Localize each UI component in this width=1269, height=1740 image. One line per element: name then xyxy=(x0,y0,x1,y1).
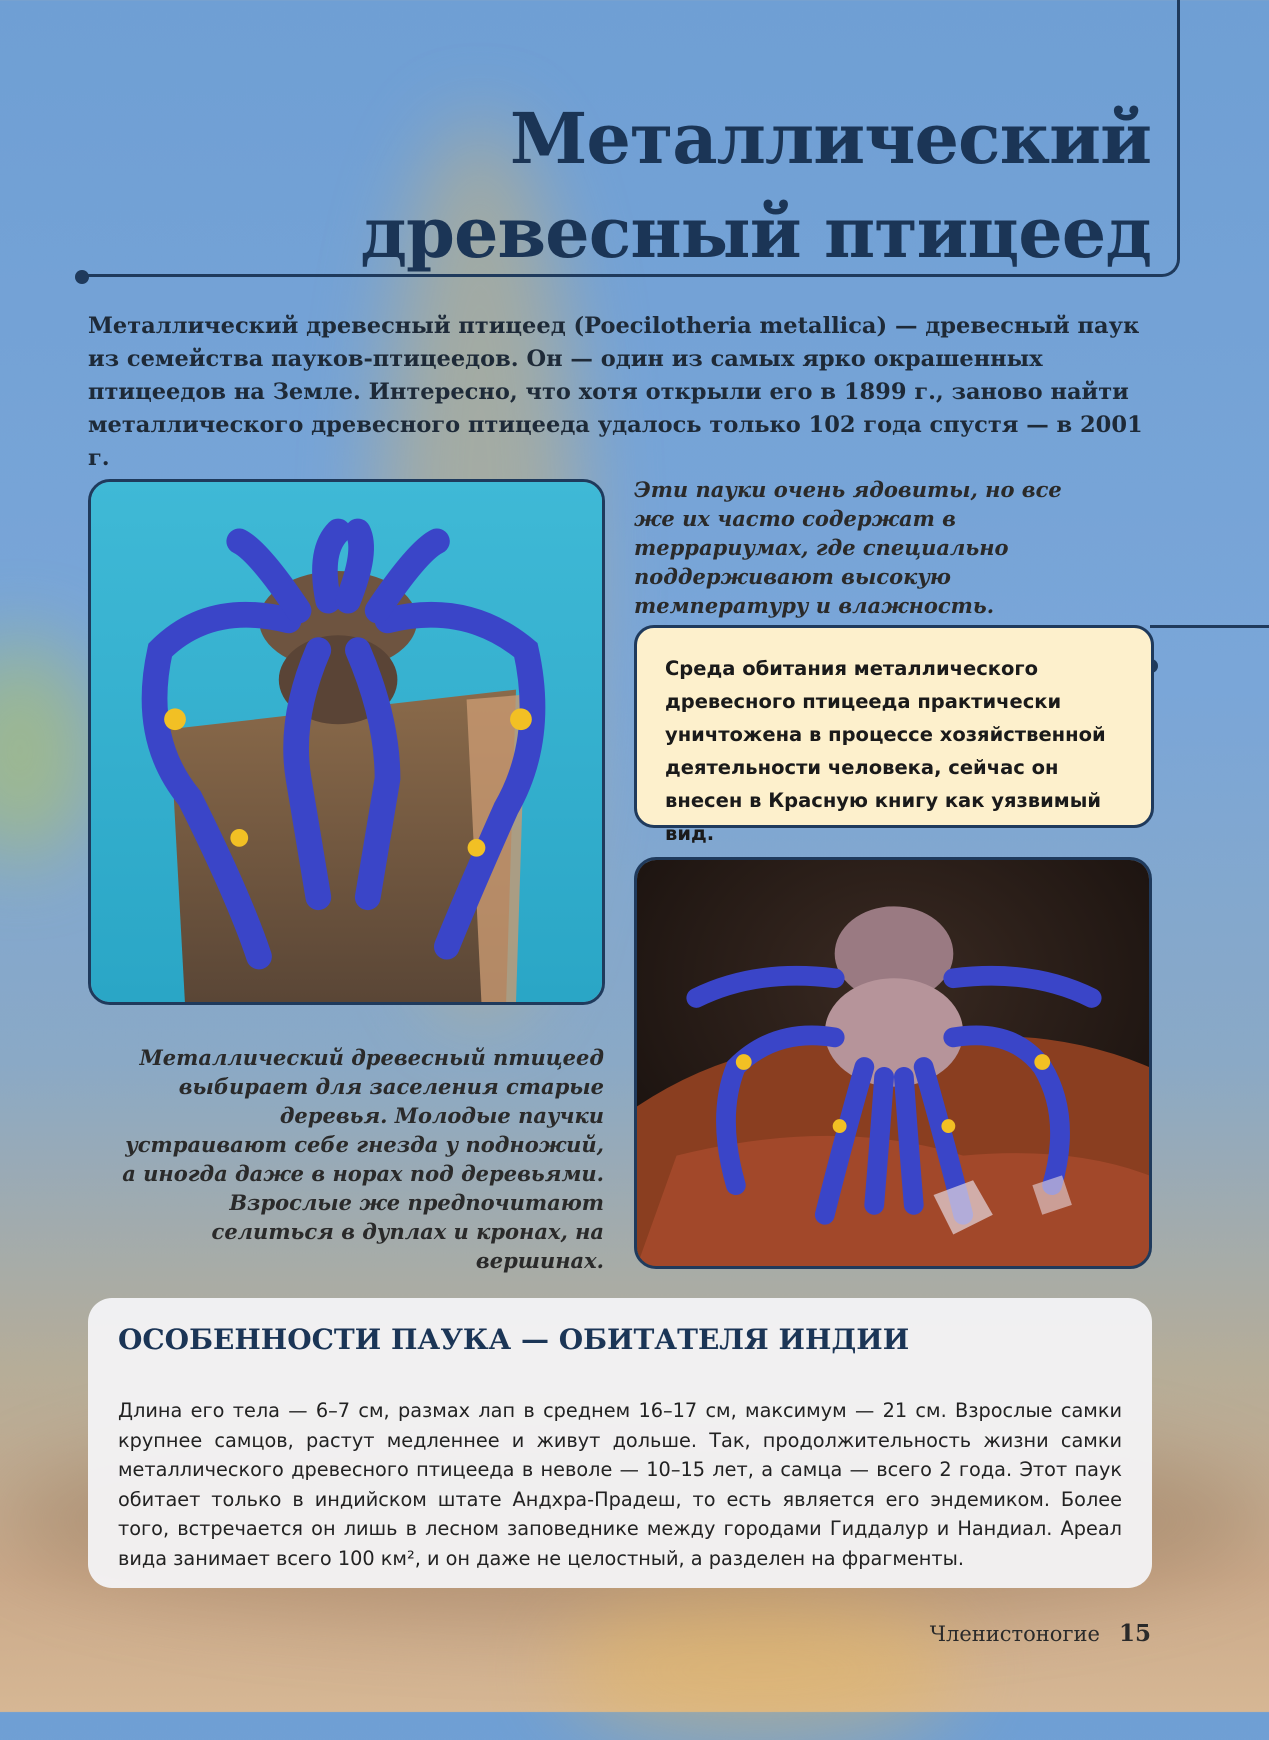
caption-top: Эти пауки очень ядовиты, но все же их часто содержат в террариумах, где специально поддерживают высокую температуру и влажность. xyxy=(634,477,1062,618)
callout-text: Среда обитания металлического древесного птицееда практически уничтожена в процессе хозяйственной деятельности человека, сейчас он внесен в Красную книгу как уязвимый вид. xyxy=(665,657,1106,845)
page-number: 15 xyxy=(1118,1620,1151,1647)
background-blur xyxy=(560,1600,960,1740)
caption-bottom: Металлический древесный птицеед выбирает для заселения старые деревья. Молодые паучки устраивают себе гнезда у подножий, а иногда даже в норах под деревьями. Взрослые же предпочитают селиться в дуплах и кронах, на вершинах. xyxy=(122,1045,604,1273)
info-box-heading: ОСОБЕННОСТИ ПАУКА — ОБИТАТЕЛЯ ИНДИИ xyxy=(118,1323,910,1356)
footer-section-name: Членистоногие xyxy=(929,1622,1100,1646)
page-title: Металлический древесный птицеед xyxy=(360,97,1151,274)
page-footer xyxy=(930,1620,1151,1647)
info-box-text: Длина его тела — 6–7 см, размах лап в среднем 16–17 см, максимум — 21 см. Взрослые самки крупнее самцов, растут медленнее и живут дольше. Так, продолжительность жизни самки металлического древесного птицееда в неволе — 10–15 лет, а самца — всего 2 года. Этот паук обитает только в индийском штате Андхра-Прадеш, то есть является его эндемиком. Более того, встречается он лишь в лесном заповеднике между городами Гиддалур и Нандиал. Ареал вида занимает всего 100 км², и он даже не целостный, а разделен на фрагменты. xyxy=(118,1399,1122,1570)
spider-photo-right xyxy=(634,857,1152,1269)
tarantula-on-bark-photo xyxy=(91,482,602,1002)
frame-dot xyxy=(75,270,89,284)
callout-connector-line xyxy=(1150,625,1269,628)
info-box xyxy=(88,1298,1152,1588)
tarantula-on-wood-photo xyxy=(637,860,1149,1266)
intro-paragraph: Металлический древесный птицеед (Poecilotheria metallica) — древесный паук из семейства пауков-птицеедов. Он — один из самых ярко окрашенных птицеедов на Земле. Интересно, что хотя открыли его в 1899 г., заново найти металлического древесного птицееда удалось только 102 года спустя — в 2001 г. xyxy=(88,313,1143,471)
background-blur xyxy=(0,640,100,860)
spider-photo-left xyxy=(88,479,605,1005)
callout-box xyxy=(634,625,1154,845)
